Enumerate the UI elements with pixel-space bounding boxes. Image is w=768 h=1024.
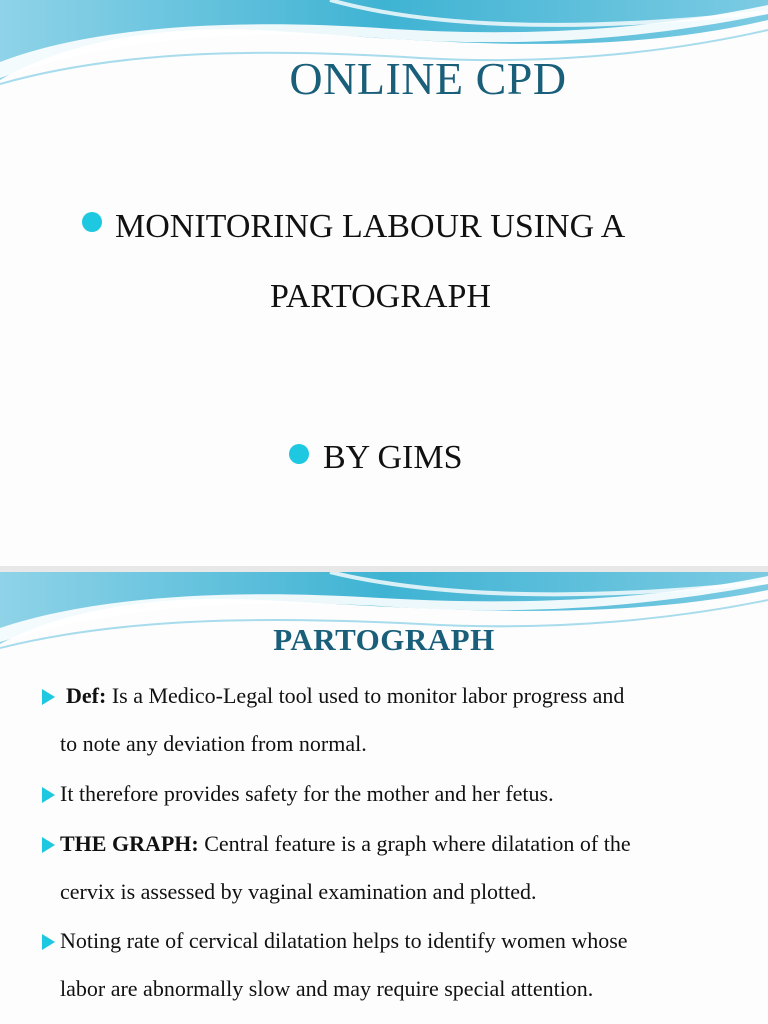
bullet-text-author: BY GIMS [323, 439, 463, 476]
list-item-label: Def: [66, 683, 107, 708]
list-item-dilatation: Noting rate of cervical dilatation helps to identify women whose [60, 928, 628, 953]
bullet-text-line2: PARTOGRAPH [270, 278, 491, 315]
arrow-bullet-icon [42, 934, 55, 950]
list-item-graph [60, 831, 631, 857]
list-item-continuation: labor are abnormally slow and may require special attention. [60, 976, 594, 1001]
arrow-bullet-icon [42, 787, 55, 803]
list-item-continuation: to note any deviation from normal. [60, 731, 367, 756]
arrow-bullet-icon [42, 837, 55, 853]
bullet-dot-icon [82, 212, 102, 232]
slide-title: ONLINE CPD [289, 53, 567, 104]
list-item-continuation: cervix is assessed by vaginal examination and plotted. [60, 879, 537, 904]
list-item-safety: It therefore provides safety for the mother and her fetus. [60, 781, 554, 806]
list-item-text: Central feature is a graph where dilatation of the [198, 831, 631, 856]
list-item-label: THE GRAPH: [60, 831, 199, 856]
list-item-def [66, 683, 624, 709]
slide-title: PARTOGRAPH [273, 622, 495, 657]
arrow-bullet-icon [42, 689, 55, 705]
bullet-dot-icon [289, 444, 309, 464]
list-item-text: Is a Medico-Legal tool used to monitor labor progress and [106, 683, 625, 708]
bullet-text-line1: MONITORING LABOUR USING A [115, 208, 626, 245]
slide-2 [0, 572, 768, 1024]
